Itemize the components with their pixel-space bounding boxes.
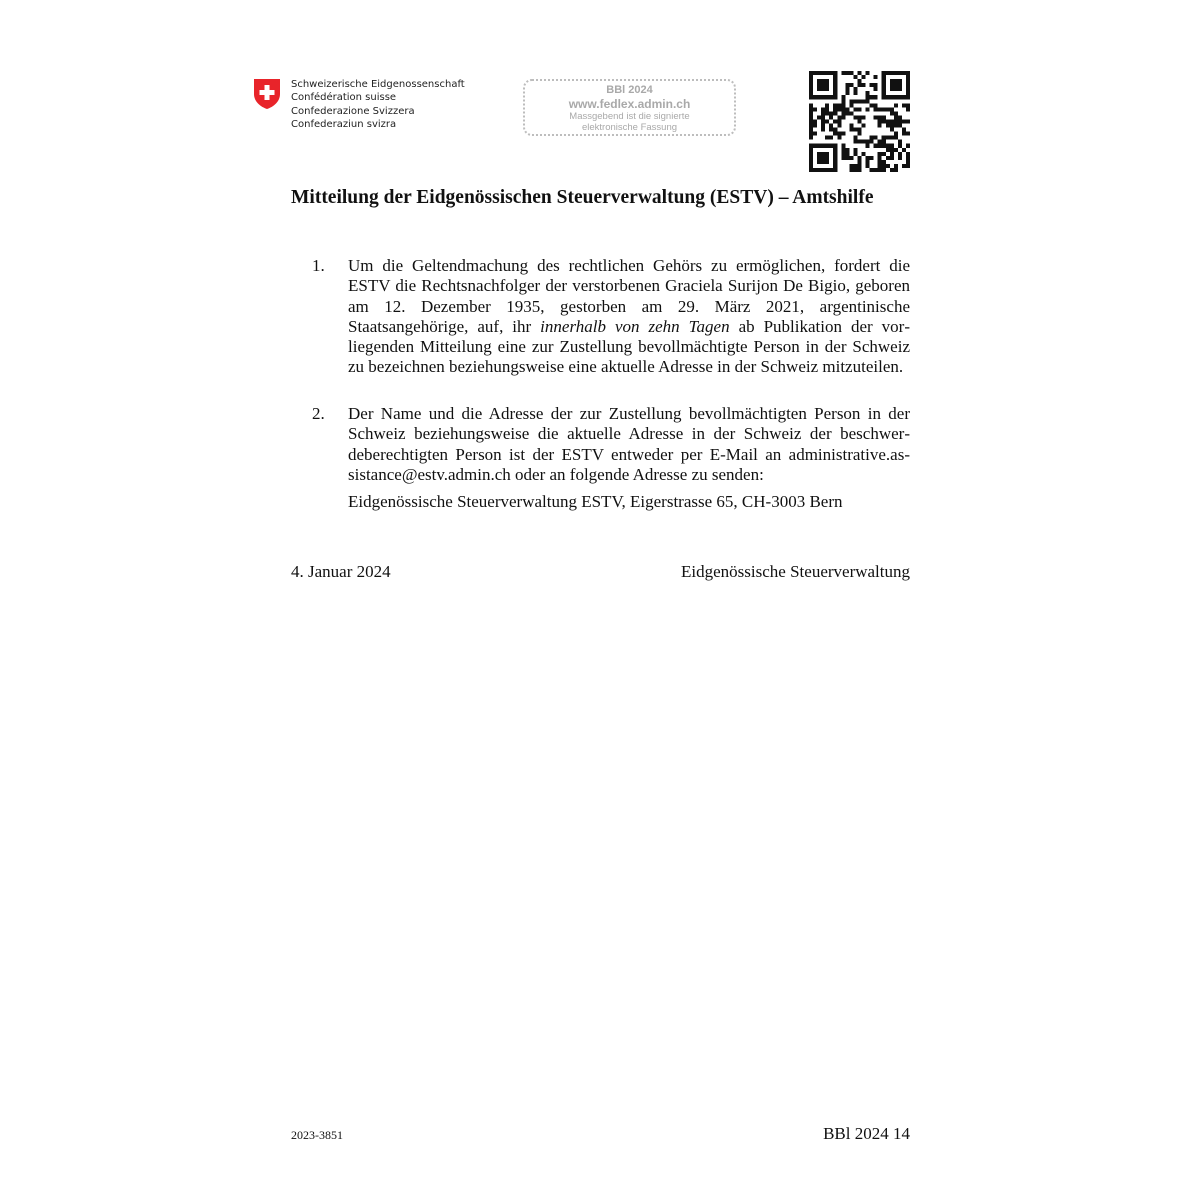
confederation-name-fr: Confédération suisse [291, 92, 397, 104]
item-text-emphasis: innerhalb von zehn Tagen [540, 316, 730, 336]
item-number: 1. [312, 256, 325, 275]
confederation-name-de: Schweizerische Eidgenossenschaft [291, 79, 465, 90]
issuing-authority: Eidgenössische Steuerverwaltung [681, 562, 910, 581]
item-text: Der Name und die Adresse der zur Zustellung bevollmächtigten Person in der Schweiz beziehungsweise die aktuelle Adresse in der Schweiz der beschwerdeberechtigten Person ist der ESTV entweder per E-Mail an administrative.assistance@estv.admin.ch oder an folgende Adresse zu senden: [348, 404, 910, 484]
fedlex-stamp [523, 79, 736, 136]
stamp-note-1: Massgebend ist die signierte [569, 111, 690, 122]
item-text-before: Um die Geltendmachung des rechtlichen Gehörs zu ermöglichen, fordert die ESTV die Rechtsnachfolger der verstorbenen Graciela Surijon De Bigio, geboren am 12. Dezember 1935, gestorben am 29. März 2021, argentinische Staatsangehörige, auf, ihr [348, 256, 910, 336]
page-title: Mitteilung der Eidgenössischen Steuerverwaltung (ESTV) – Amtshilfe [291, 187, 874, 208]
stamp-url: www.fedlex.admin.ch [568, 97, 691, 111]
stamp-note-2: elektronische Fassung [581, 122, 678, 133]
publication-date: 4. Januar 2024 [291, 562, 391, 581]
stamp-reference: BBl 2024 [606, 84, 653, 96]
document-number: 2023-3851 [291, 1128, 343, 1142]
confederation-name-it: Confederazione Svizzera [291, 105, 415, 117]
item-text [348, 256, 910, 378]
bbl-reference: BBl 2024 14 [823, 1124, 910, 1143]
item-number: 2. [312, 404, 325, 423]
postal-address: Eidgenössische Steuerverwaltung ESTV, Eigerstrasse 65, CH-3003 Bern [348, 492, 843, 511]
item-text-after: ab Publikation der vorliegenden Mitteilung eine zur Zustellung bevollmächtigte Person in der Schweiz zu bezeichnen beziehungsweise eine aktuelle Adresse in der Schweiz mitzuteilen. [348, 316, 910, 377]
qr-code-icon [809, 71, 910, 172]
confederation-name-rm: Confederaziun svizra [291, 118, 397, 130]
confederation-names [291, 78, 465, 131]
swiss-coat-of-arms-icon [253, 78, 281, 110]
